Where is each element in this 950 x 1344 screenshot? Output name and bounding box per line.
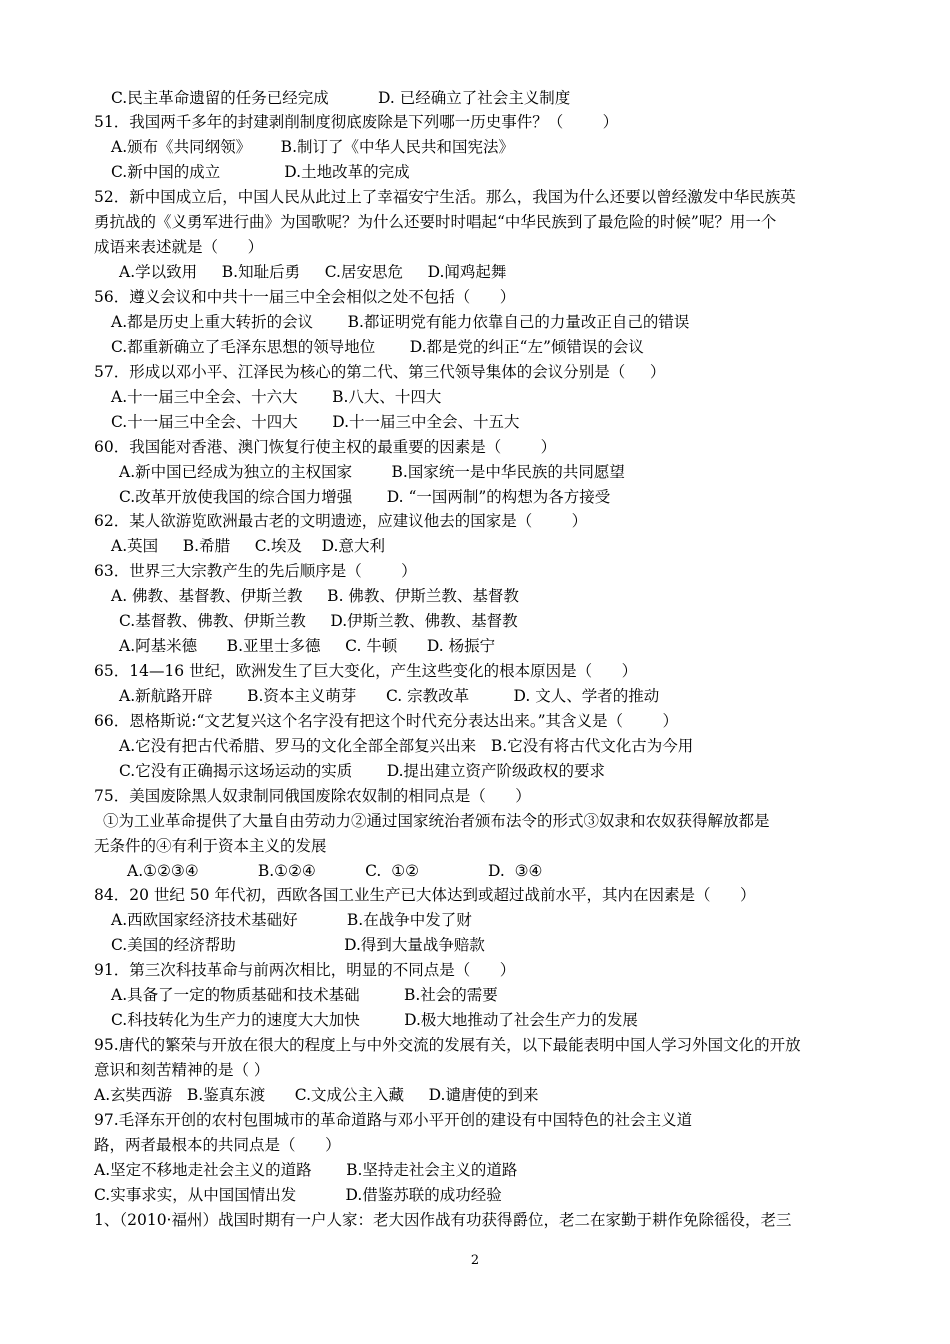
question-75: 75．美国废除黑人奴隶制同俄国废除农奴制的相同点是（ ） [94,787,531,805]
text-line: C.科技转化为生产力的速度大大加快 D.极大地推动了社会生产力的发展 [111,1011,638,1029]
text-line: A.英国 B.希腊 C.埃及 D.意大利 [111,537,385,555]
page-number: 2 [470,1253,480,1268]
text-line: 无条件的④有利于资本主义的发展 [94,837,327,855]
text-line: C.实事求实，从中国国情出发 D.借鉴苏联的成功经验 [94,1186,502,1204]
text-line: A. 佛教、基督教、伊斯兰教 B. 佛教、伊斯兰教、基督教 [111,587,519,605]
question-1: 1、（2010·福州）战国时期有一户人家：老大因作战有功获得爵位，老二在家勤于耕作免除徭役，老三 [94,1211,792,1229]
question-60: 60．我国能对香港、澳门恢复行使主权的最重要的因素是（ ） [94,438,557,456]
question-95: 95.唐代的繁荣与开放在很大的程度上与中外交流的发展有关，以下最能表明中国人学习外国文化的开放 [94,1036,801,1054]
text-line: C.美国的经济帮助 D.得到大量战争赔款 [111,936,485,954]
text-line: A.阿基米德 B.亚里士多德 C. 牛顿 D. 杨振宁 [119,637,496,655]
text-line: A.坚定不移地走社会主义的道路 B.坚持走社会主义的道路 [94,1161,518,1179]
question-97: 97.毛泽东开创的农村包围城市的革命道路与邓小平开创的建设有中国特色的社会主义道 [94,1111,693,1129]
text-line: C.都重新确立了毛泽东思想的领导地位 D.都是党的纠正“左”倾错误的会议 [111,338,644,356]
text-line: A.学以致用 B.知耻后勇 C.居安思危 D.闻鸡起舞 [119,263,507,281]
text-line: C.十一届三中全会、十四大 D.十一届三中全会、十五大 [111,413,520,431]
text-line: A.西欧国家经济技术基础好 B.在战争中发了财 [111,911,472,929]
question-57: 57．形成以邓小平、江泽民为核心的第二代、第三代领导集体的会议分别是（ ） [94,363,666,381]
text-line: A.玄奘西游 B.鉴真东渡 C.文成公主入藏 D.谴唐使的到来 [94,1086,539,1104]
question-52: 52．新中国成立后，中国人民从此过上了幸福安宁生活。那么，我国为什么还要以曾经激发中华民族英 [94,188,796,206]
text-line: A.新航路开辟 B.资本主义萌芽 C. 宗教改革 D. 文人、学者的推动 [119,687,660,705]
text-line: A.它没有把古代希腊、罗马的文化全部全部复兴出来 B.它没有将古代文化古为今用 [119,737,694,755]
text-line: C.它没有正确揭示这场运动的实质 D.提出建立资产阶级政权的要求 [119,762,606,780]
question-56: 56．遵义会议和中共十一届三中全会相似之处不包括（ ） [94,288,516,306]
text-line: 勇抗战的《义勇军进行曲》为国歌呢？为什么还要时时唱起“中华民族到了最危险的时候”呢？用一个 [94,213,777,231]
text-line: A.都是历史上重大转折的会议 B.都证明党有能力依靠自己的力量改正自己的错误 [111,313,690,331]
text-line: A.具备了一定的物质基础和技术基础 B.社会的需要 [111,986,498,1004]
text-line: C.改革开放使我国的综合国力增强 D. “一国两制”的构想为各方接受 [119,488,611,506]
text-line: ①为工业革命提供了大量自由劳动力②通过国家统治者颁布法令的形式③奴隶和农奴获得解放都是 [103,812,770,830]
question-62: 62．某人欲游览欧洲最古老的文明遗迹，应建议他去的国家是（ ） [94,512,588,530]
question-51: 51．我国两千多年的封建剥削制度彻底废除是下列哪一历史事件？（ ） [94,113,619,131]
question-63: 63．世界三大宗教产生的先后顺序是（ ） [94,562,417,580]
text-line: A.新中国已经成为独立的主权国家 B.国家统一是中华民族的共同愿望 [119,463,625,481]
text-line: 意识和刻苦精神的是（ ） [94,1061,270,1079]
text-line: A.十一届三中全会、十六大 B.八大、十四大 [111,388,442,406]
question-91: 91．第三次科技革命与前两次相比，明显的不同点是（ ） [94,961,516,979]
question-84: 84．20 世纪 50 年代初，西欧各国工业生产已大体达到或超过战前水平，其内在因素是（ ） [94,886,756,904]
text-line: C.基督教、佛教、伊斯兰教 D.伊斯兰教、佛教、基督教 [119,612,518,630]
text-line: C.新中国的成立 D.土地改革的完成 [111,163,410,181]
text-line: C.民主革命遗留的任务已经完成 D. 已经确立了社会主义制度 [111,89,571,107]
text-line: 成语来表述就是（ ） [94,238,264,256]
text-line: A.颁布《共同纲领》 B.制订了《中华人民共和国宪法》 [111,138,515,156]
question-66: 66．恩格斯说:“文艺复兴这个名字没有把这个时代充分表达出来。”其含义是（ ） [94,712,678,730]
question-65: 65．14—16 世纪，欧洲发生了巨大变化，产生这些变化的根本原因是（ ） [94,662,638,680]
text-line: 路，两者最根本的共同点是（ ） [94,1136,341,1154]
text-line: A.①②③④ B.①②④ C. ①② D. ③④ [127,862,543,880]
